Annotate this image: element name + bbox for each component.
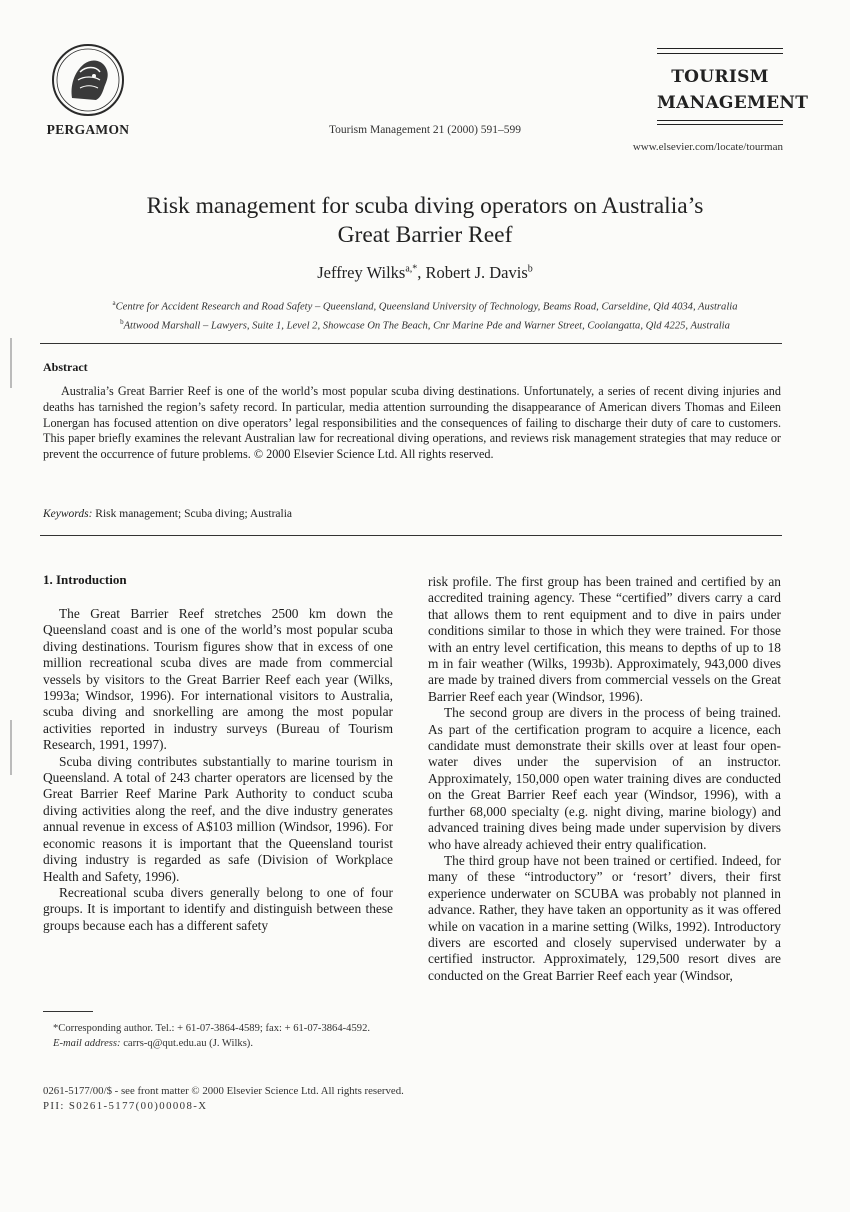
scan-mark [10,338,12,388]
section-heading: 1. Introduction [43,572,127,587]
abstract-text: Australia’s Great Barrier Reef is one of the world’s most popular scuba diving destinations. Unfortunately, a series of recent diving injuries and deaths has tarnished the region’s safety record. In particular, media attention surrounding the disappearance of American divers Thomas and Eileen Lonergan has focused attention on dive operators’ legal responsibilities and the consequences of failing to discharge their duty of care to customers. This paper briefly examines the relevant Australian law for recreational diving operations, and reviews risk management strategies that may reduce or prevent the occurrence of future problems. © 2000 Elsevier Science Ltd. All rights reserved. [43,384,781,462]
body-column-right [428,574,781,984]
affiliation-marker: b [120,317,124,326]
author-separator: , [417,263,426,282]
journal-reference: Tourism Management 21 (2000) 591–599 [328,124,522,136]
keywords-list: Risk management; Scuba diving; Australia [95,508,293,520]
bottom-double-rule [657,120,783,125]
paragraph: The second group are divers in the process of being trained. As part of the certification program to acquire a licence, each candidate must demonstrate their skills over at least four open-water dives under the supervision of an instructor. Approximately, 150,000 open water training dives are conducted on the Great Barrier Reef each year (Windsor, 1996), with a further 68,000 specialty (e.g. night diving, marine biology) and advanced training dives being made under supervision by divers who have already achieved their entry qualification. [428,705,781,852]
affiliation-marker: a [112,299,116,307]
paragraph: Recreational scuba divers generally belong to one of four groups. It is important to identify and distinguish between these groups because each has a different safety [43,884,393,933]
divider [40,343,782,344]
affiliation-text: Centre for Accident Research and Road Safety – Queensland, Queensland University of Technology, Beams Road, Carseldine, Qld 4034, Australia [115,301,738,313]
email-label: E-mail address: [53,1038,121,1049]
author-superscript: b [527,263,533,275]
corresponding-author: *Corresponding author. Tel.: + 61-07-3864-4589; fax: + 61-07-3864-4592. [53,1023,371,1034]
title-line2: Great Barrier Reef [337,222,513,248]
journal-url[interactable]: www.elsevier.com/locate/tourman [632,141,783,153]
page-footer [43,1084,404,1113]
paragraph: The third group have not been trained or certified. Indeed, for many of these “introductory” or ‘resort’ divers, their first experience underwater on SCUBA was probably not planned in advance. Rather, they have taken an opportunity as it was offered while on vacation in a marine setting (Wilks, 1992). Introductory divers are escorted and closely supervised underwater by a certified instructor. Approximately, 129,500 resort dives are conducted on the Great Barrier Reef each year (Windsor, [428,852,781,983]
issn-line: 0261-5177/00/$ - see front matter © 2000 Elsevier Science Ltd. All rights reserved. [43,1085,404,1097]
journal-name-box [657,48,809,125]
paragraph: The Great Barrier Reef stretches 2500 km down the Queensland coast and is one of the world’s most popular scuba diving destinations. Tourism figures show that in excess of one million recreational scuba dives are made from commercial vessels by visitors to the Great Barrier Reef each year (Wilks, 1993a; Windsor, 1996). For international visitors to Australia, scuba diving and snorkelling are among the most popular activities reported in industry surveys (Bureau of Tourism Research, 1991, 1997). [43,606,393,753]
abstract-heading: Abstract [43,360,88,374]
keywords [43,508,292,520]
pii-line: PII: S0261-5177(00)00008-X [43,1099,208,1112]
footnote [43,1021,395,1051]
keywords-label: Keywords: [43,508,93,520]
author-name: Jeffrey Wilks [317,263,406,282]
email-line [43,1036,395,1051]
body-column-left [43,606,393,934]
email-address[interactable]: carrs-q@qut.edu.au (J. Wilks). [123,1038,253,1049]
author-list [0,263,850,283]
scan-mark [10,720,12,775]
article-title [60,192,790,250]
top-double-rule [657,48,783,54]
journal-name-line2: MANAGEMENT [657,93,809,113]
affiliations [40,296,810,333]
affiliation-b [40,315,810,334]
paragraph: Scuba diving contributes substantially to marine tourism in Queensland. A total of 243 charter operators are licensed by the Great Barrier Reef Marine Park Authority to conduct scuba diving activities along the reef, and the dive industry generates annual revenue in excess of A$103 million (Windsor, 1996). For economic reasons it is important that the Queensland tourist diving industry is regarded as safe (Division of Workplace Health and Safety, 1996). [43,753,393,884]
paragraph: risk profile. The first group has been trained and certified by an accredited training agency. These “certified” divers carry a card that allows them to rent equipment and to dive in pairs under conditions similar to those in which they were trained. For those with an entry level certification, this means to depths of up to 18 m in fair weather (Wilks, 1993b). Approximately, 943,000 dives are made by trained divers from commercial vessels on the Great Barrier Reef each year (Windsor, 1996). [428,574,781,704]
publisher-name: PERGAMON [46,122,130,137]
journal-name-line1: TOURISM [671,67,769,87]
author-superscript: a,* [405,263,418,275]
title-line1: Risk management for scuba diving operators on Australia’s [146,193,704,219]
affiliation-a [40,296,810,315]
author-name: Robert J. Davis [425,263,528,282]
affiliation-text: Attwood Marshall – Lawyers, Suite 1, Level 2, Showcase On The Beach, Cnr Marine Pde and Warner Street, Coolangatta, Qld 4225, Australia [123,320,730,332]
divider [40,535,782,536]
pergamon-emblem-icon [50,42,126,118]
footnote-rule [43,1011,93,1012]
journal-name [657,64,809,116]
